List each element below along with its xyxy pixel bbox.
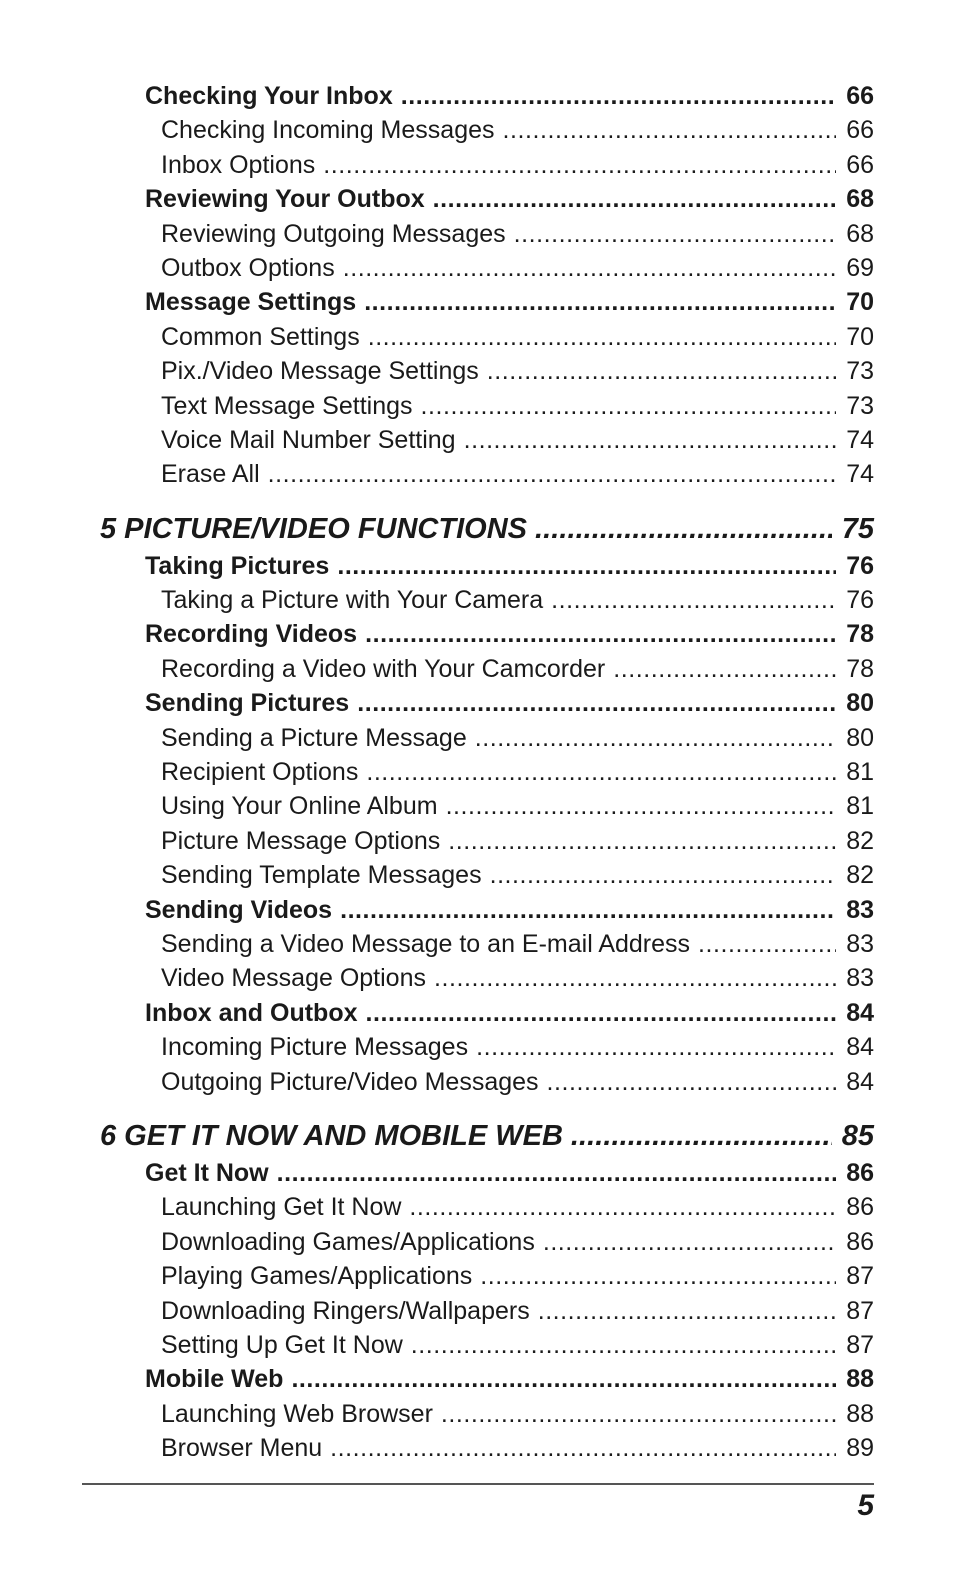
toc-sub-entry[interactable] bbox=[0, 1328, 954, 1362]
toc-entry-label: 5 PICTURE/VIDEO FUNCTIONS bbox=[100, 512, 527, 545]
toc-entry-page-number: 81 bbox=[846, 792, 874, 821]
page-number: 5 bbox=[857, 1489, 874, 1522]
toc-sub-entry[interactable] bbox=[0, 148, 954, 182]
dot-leader bbox=[268, 457, 837, 491]
toc-sub-entry[interactable] bbox=[0, 217, 954, 251]
toc-entry-page-number: 86 bbox=[846, 1193, 874, 1222]
toc-section-entry[interactable] bbox=[0, 285, 954, 319]
toc-entry-page-number: 88 bbox=[846, 1365, 874, 1394]
toc-entry-page-number: 78 bbox=[846, 620, 874, 649]
footer-rule bbox=[82, 1483, 874, 1485]
toc-sub-entry[interactable] bbox=[0, 824, 954, 858]
toc-sub-entry[interactable] bbox=[0, 1397, 954, 1431]
toc-entry-label: Downloading Ringers/Wallpapers bbox=[161, 1296, 530, 1325]
dot-leader bbox=[366, 996, 837, 1030]
toc-sub-entry[interactable] bbox=[0, 1431, 954, 1465]
toc-section-entry[interactable] bbox=[0, 1362, 954, 1396]
toc-section-entry[interactable] bbox=[0, 893, 954, 927]
toc-entry-page-number: 84 bbox=[846, 1067, 874, 1096]
toc-chapter-entry[interactable] bbox=[0, 509, 954, 549]
toc-entry-page-number: 87 bbox=[846, 1296, 874, 1325]
toc-entry-page-number: 66 bbox=[846, 150, 874, 179]
toc-section-entry[interactable] bbox=[0, 549, 954, 583]
toc-entry-page-number: 81 bbox=[846, 758, 874, 787]
toc-entry-label: Using Your Online Album bbox=[161, 792, 438, 821]
toc-section-entry[interactable] bbox=[0, 686, 954, 720]
toc-entry-label: Pix./Video Message Settings bbox=[161, 357, 479, 386]
dot-leader bbox=[277, 1156, 837, 1190]
toc-entry-page-number: 83 bbox=[846, 895, 874, 924]
toc-entry-label: Launching Web Browser bbox=[161, 1399, 433, 1428]
toc-entry-label: 6 GET IT NOW AND MOBILE WEB bbox=[100, 1119, 563, 1152]
dot-leader bbox=[343, 251, 836, 285]
toc-sub-entry[interactable] bbox=[0, 1294, 954, 1328]
dot-leader bbox=[357, 686, 836, 720]
toc-entry-page-number: 69 bbox=[846, 253, 874, 282]
toc-section-entry[interactable] bbox=[0, 79, 954, 113]
toc-entry-page-number: 82 bbox=[846, 826, 874, 855]
toc-sub-entry[interactable] bbox=[0, 113, 954, 147]
dot-leader bbox=[434, 961, 836, 995]
toc-entry-label: Mobile Web bbox=[145, 1365, 284, 1394]
dot-leader bbox=[291, 1362, 836, 1396]
toc-entry-label: Sending a Video Message to an E-mail Address bbox=[161, 929, 691, 958]
toc-entry-label: Checking Your Inbox bbox=[145, 82, 393, 110]
toc-entry-label: Recipient Options bbox=[161, 758, 359, 787]
toc-sub-entry[interactable] bbox=[0, 423, 954, 457]
toc-sub-entry[interactable] bbox=[0, 927, 954, 961]
toc-entry-page-number: 87 bbox=[846, 1262, 874, 1291]
dot-leader bbox=[487, 354, 836, 388]
toc-entry-label: Taking Pictures bbox=[145, 551, 330, 580]
toc-entry-label: Sending Template Messages bbox=[161, 861, 482, 890]
toc-entry-page-number: 84 bbox=[846, 1033, 874, 1062]
toc-entry-label: Erase All bbox=[161, 460, 260, 489]
toc-entry-page-number: 74 bbox=[846, 460, 874, 489]
toc-entry-label: Downloading Games/Applications bbox=[161, 1227, 535, 1256]
toc-entry-label: Recording Videos bbox=[145, 620, 358, 649]
toc-entry-page-number: 82 bbox=[846, 861, 874, 890]
toc-entry-page-number: 70 bbox=[846, 288, 874, 317]
toc-entry-label: Checking Incoming Messages bbox=[161, 116, 495, 145]
toc-sub-entry[interactable] bbox=[0, 1259, 954, 1293]
dot-leader bbox=[551, 583, 836, 617]
toc-entry-label: Get It Now bbox=[145, 1158, 269, 1187]
toc-sub-entry[interactable] bbox=[0, 583, 954, 617]
toc-entry-page-number: 80 bbox=[846, 723, 874, 752]
toc-sub-entry[interactable] bbox=[0, 1225, 954, 1259]
toc-entry-label: Common Settings bbox=[161, 322, 360, 351]
toc-entry-page-number: 86 bbox=[846, 1158, 874, 1187]
toc-entry-page-number: 87 bbox=[846, 1330, 874, 1359]
toc-entry-page-number: 76 bbox=[846, 551, 874, 580]
toc-chapter-entry[interactable] bbox=[0, 1116, 954, 1156]
toc-entry-page-number: 85 bbox=[841, 1119, 874, 1152]
toc-sub-entry[interactable] bbox=[0, 1190, 954, 1224]
toc-entry-page-number: 80 bbox=[846, 689, 874, 718]
dot-leader bbox=[421, 389, 837, 423]
toc-entry-page-number: 86 bbox=[846, 1227, 874, 1256]
toc-entry-page-number: 66 bbox=[846, 116, 874, 145]
toc-entry-page-number: 84 bbox=[846, 998, 874, 1027]
toc-entry-page-number: 78 bbox=[846, 654, 874, 683]
toc-sub-entry[interactable] bbox=[0, 755, 954, 789]
table-of-contents bbox=[0, 79, 954, 1465]
toc-sub-entry[interactable] bbox=[0, 1030, 954, 1064]
dot-leader bbox=[503, 113, 837, 147]
toc-entry-page-number: 89 bbox=[846, 1434, 874, 1463]
toc-section-entry[interactable] bbox=[0, 182, 954, 216]
toc-entry-page-number: 83 bbox=[846, 964, 874, 993]
toc-sub-entry[interactable] bbox=[0, 721, 954, 755]
toc-entry-label: Inbox Options bbox=[161, 150, 316, 179]
toc-entry-label: Reviewing Your Outbox bbox=[145, 185, 425, 214]
dot-leader bbox=[401, 79, 836, 113]
dot-leader bbox=[411, 1328, 836, 1362]
toc-entry-page-number: 70 bbox=[846, 322, 874, 351]
toc-entry-page-number: 73 bbox=[846, 391, 874, 420]
toc-sub-entry[interactable] bbox=[0, 858, 954, 892]
toc-entry-label: Text Message Settings bbox=[161, 391, 413, 420]
toc-entry-page-number: 66 bbox=[846, 82, 874, 110]
toc-entry-label: Sending Pictures bbox=[145, 689, 350, 718]
toc-entry-label: Taking a Picture with Your Camera bbox=[161, 586, 544, 615]
toc-section-entry[interactable] bbox=[0, 996, 954, 1030]
toc-entry-page-number: 75 bbox=[841, 512, 874, 545]
toc-entry-label: Sending Videos bbox=[145, 895, 333, 924]
dot-leader bbox=[323, 148, 836, 182]
toc-sub-entry[interactable] bbox=[0, 457, 954, 491]
toc-entry-label: Outbox Options bbox=[161, 253, 335, 282]
toc-sub-entry[interactable] bbox=[0, 389, 954, 423]
toc-sub-entry[interactable] bbox=[0, 354, 954, 388]
toc-sub-entry[interactable] bbox=[0, 251, 954, 285]
toc-entry-page-number: 68 bbox=[846, 185, 874, 214]
toc-entry-label: Sending a Picture Message bbox=[161, 723, 467, 752]
toc-entry-label: Setting Up Get It Now bbox=[161, 1330, 403, 1359]
dot-leader bbox=[547, 1065, 837, 1099]
toc-sub-entry[interactable] bbox=[0, 1065, 954, 1099]
dot-leader bbox=[330, 1431, 836, 1465]
dot-leader bbox=[364, 285, 836, 319]
dot-leader bbox=[409, 1190, 836, 1224]
dot-leader bbox=[613, 652, 836, 686]
toc-entry-label: Picture Message Options bbox=[161, 826, 441, 855]
toc-entry-page-number: 68 bbox=[846, 219, 874, 248]
toc-entry-label: Message Settings bbox=[145, 288, 357, 317]
toc-sub-entry[interactable] bbox=[0, 320, 954, 354]
dot-leader bbox=[543, 1225, 836, 1259]
dot-leader bbox=[433, 182, 837, 216]
toc-sub-entry[interactable] bbox=[0, 789, 954, 823]
dot-leader bbox=[490, 858, 837, 892]
dot-leader bbox=[571, 1116, 832, 1156]
dot-leader bbox=[448, 824, 836, 858]
toc-entry-label: Video Message Options bbox=[161, 964, 426, 993]
dot-leader bbox=[340, 893, 836, 927]
toc-entry-page-number: 76 bbox=[846, 586, 874, 615]
dot-leader bbox=[365, 617, 836, 651]
dot-leader bbox=[366, 755, 836, 789]
toc-entry-label: Inbox and Outbox bbox=[145, 998, 358, 1027]
toc-entry-page-number: 83 bbox=[846, 929, 874, 958]
dot-leader bbox=[441, 1397, 836, 1431]
dot-leader bbox=[514, 217, 837, 251]
toc-section-entry[interactable] bbox=[0, 617, 954, 651]
toc-entry-label: Voice Mail Number Setting bbox=[161, 425, 456, 454]
toc-entry-label: Outgoing Picture/Video Messages bbox=[161, 1067, 539, 1096]
dot-leader bbox=[446, 789, 837, 823]
dot-leader bbox=[476, 1030, 836, 1064]
dot-leader bbox=[480, 1259, 836, 1293]
toc-entry-label: Recording a Video with Your Camcorder bbox=[161, 654, 606, 683]
toc-sub-entry[interactable] bbox=[0, 652, 954, 686]
dot-leader bbox=[698, 927, 836, 961]
toc-entry-page-number: 74 bbox=[846, 425, 874, 454]
dot-leader bbox=[535, 509, 832, 549]
toc-entry-page-number: 73 bbox=[846, 357, 874, 386]
dot-leader bbox=[464, 423, 837, 457]
dot-leader bbox=[538, 1294, 836, 1328]
dot-leader bbox=[368, 320, 836, 354]
toc-entry-page-number: 88 bbox=[846, 1399, 874, 1428]
toc-entry-label: Playing Games/Applications bbox=[161, 1262, 473, 1291]
dot-leader bbox=[337, 549, 836, 583]
toc-entry-label: Reviewing Outgoing Messages bbox=[161, 219, 506, 248]
toc-entry-label: Browser Menu bbox=[161, 1434, 323, 1463]
dot-leader bbox=[475, 721, 836, 755]
toc-entry-label: Launching Get It Now bbox=[161, 1193, 402, 1222]
toc-sub-entry[interactable] bbox=[0, 961, 954, 995]
toc-entry-label: Incoming Picture Messages bbox=[161, 1033, 469, 1062]
toc-section-entry[interactable] bbox=[0, 1156, 954, 1190]
